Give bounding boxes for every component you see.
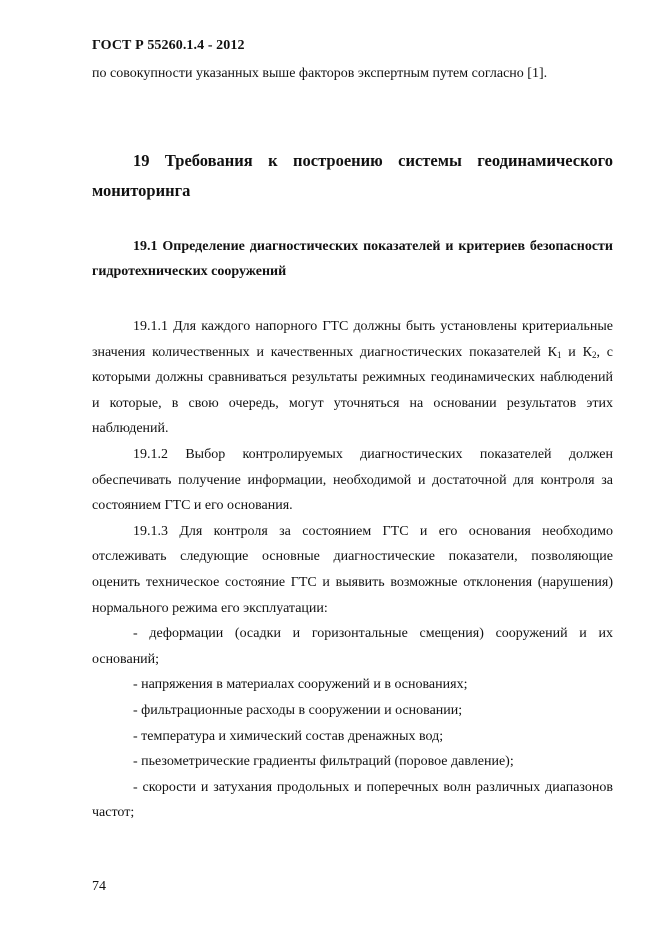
list-item: - напряжения в материалах сооружений и в основаниях; [133, 677, 468, 693]
paragraph-19-1-3: 19.1.3 Для контроля за состоянием ГТС и его основания необходимо отслеживать следующие основные диагностические показатели, позволяющие оценить техническое состояние ГТС и выявить возможные отклонения (нарушения) нормального режима его эксплуатации: [92, 523, 613, 616]
section-title-text: 19 Требования к построению системы геодинамического мониторинга [92, 151, 613, 200]
section-title [92, 146, 613, 206]
subsection-title-text: 19.1 Определение диагностических показателей и критериев безопасности гидротехнических сооружений [92, 239, 613, 279]
list-item: - деформации (осадки и горизонтальные смещения) сооружений и их оснований; [92, 626, 613, 667]
document-code-header: ГОСТ Р 55260.1.4 - 2012 [92, 38, 245, 53]
page-number: 74 [92, 879, 106, 894]
paragraph-19-1-1-part-c: , с которыми должны сравниваться результаты режимных геодинамических наблюдений и которые, в свою очередь, могут уточняться на основании результатов этих наблюдений. [92, 344, 613, 437]
document-page [92, 0, 613, 936]
paragraph-19-1-1-part-a: 19.1.1 Для каждого напорного ГТС должны быть установлены критериальные значения количественных и качественных диагностических показателей К [92, 319, 613, 360]
subscript-2: 2 [591, 349, 597, 360]
intro-paragraph: по совокупности указанных выше факторов экспертным путем согласно [1]. [92, 66, 548, 81]
paragraph-19-1-1-part-b: и К [561, 344, 592, 360]
body-text [92, 314, 613, 826]
list-item: - пьезометрические градиенты фильтраций (поровое давление); [133, 754, 514, 770]
paragraph-19-1-2: 19.1.2 Выбор контролируемых диагностических показателей должен обеспечивать получение информации, необходимой и достаточной для контроля за состоянием ГТС и его основания. [92, 446, 613, 514]
subscript-1: 1 [556, 349, 562, 360]
list-item: - температура и химический состав дренажных вод; [133, 728, 444, 744]
list-item: - скорости и затухания продольных и поперечных волн различных диапазонов частот; [92, 779, 613, 821]
paragraph-19-1-1 [92, 314, 613, 442]
subsection-title [92, 234, 613, 284]
list-item: - фильтрационные расходы в сооружении и основании; [133, 702, 463, 718]
